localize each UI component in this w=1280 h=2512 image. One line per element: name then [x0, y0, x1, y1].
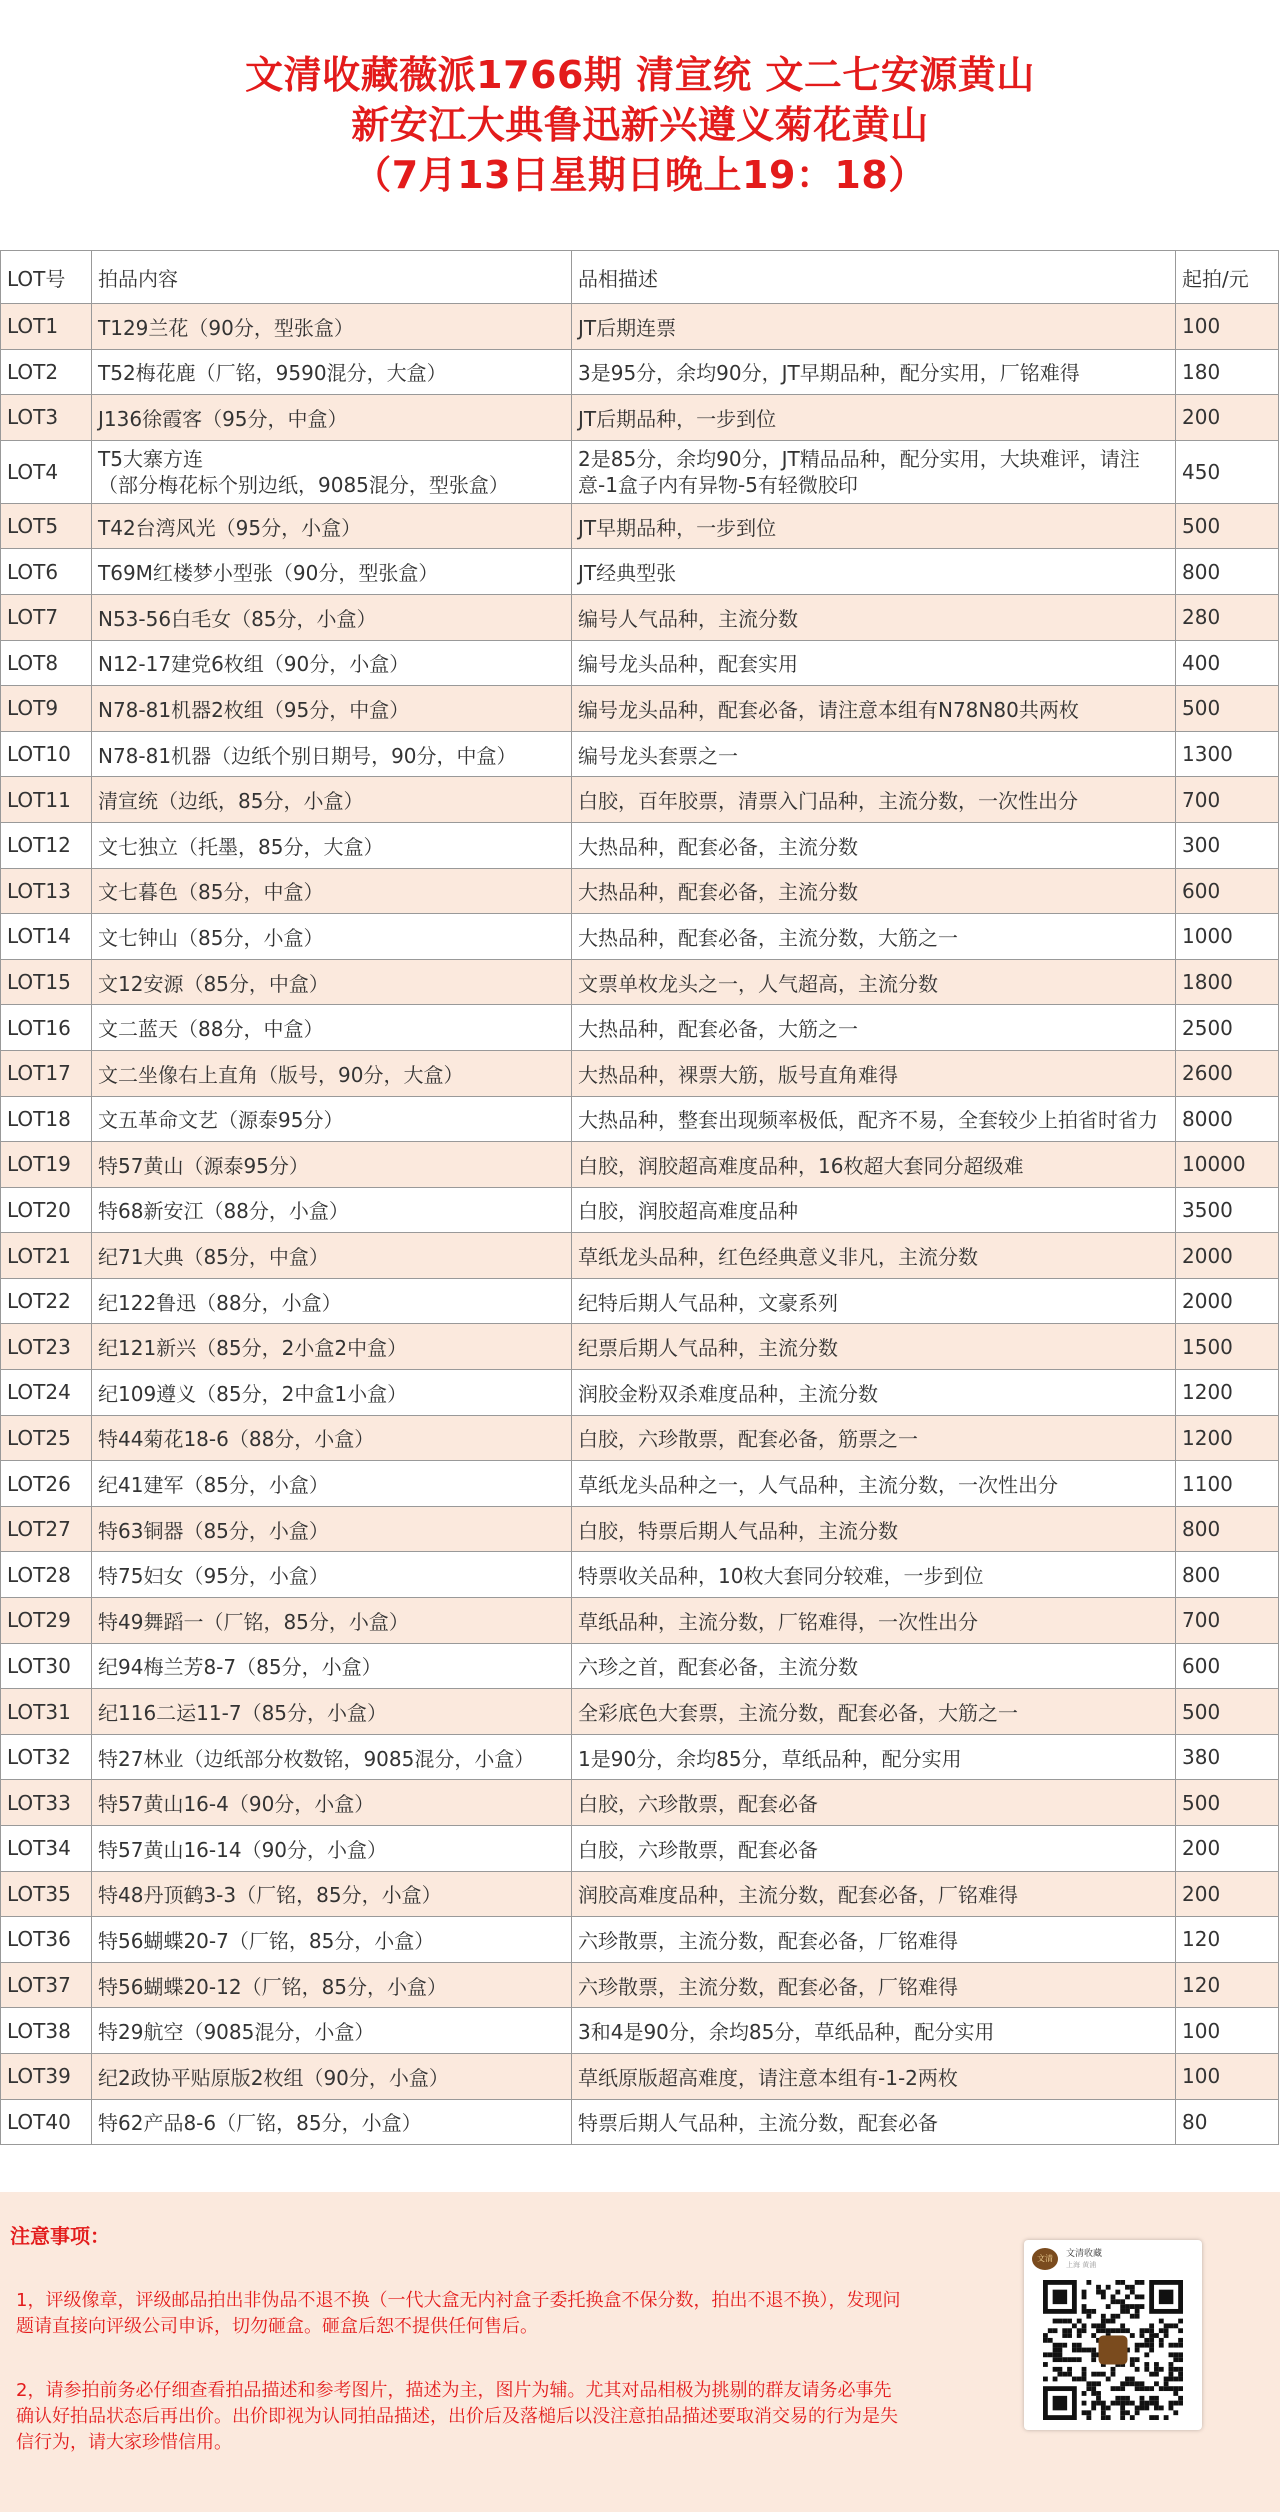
- lot-cell: LOT25: [1, 1415, 92, 1461]
- table-row: [1, 1598, 1279, 1644]
- item-cell: T69M红楼梦小型张（90分，型张盒）: [92, 549, 572, 595]
- item-cell: 特68新安江（88分，小盒）: [92, 1187, 572, 1233]
- table-row: [1, 1826, 1279, 1872]
- desc-cell: 全彩底色大套票，主流分数，配套必备，大筋之一: [572, 1689, 1176, 1735]
- price-cell: 180: [1176, 349, 1279, 395]
- lot-cell: LOT10: [1, 731, 92, 777]
- lot-cell: LOT11: [1, 777, 92, 823]
- table-row: [1, 1734, 1279, 1780]
- price-cell: 8000: [1176, 1096, 1279, 1142]
- table-row: [1, 1278, 1279, 1324]
- item-cell: 文二蓝天（88分，中盒）: [92, 1005, 572, 1051]
- item-cell: 纪121新兴（85分，2小盒2中盒）: [92, 1324, 572, 1370]
- lot-cell: LOT20: [1, 1187, 92, 1233]
- table-row: [1, 686, 1279, 732]
- table-header-row: [1, 251, 1279, 304]
- lot-cell: LOT3: [1, 395, 92, 441]
- item-cell: 特44菊花18-6（88分，小盒）: [92, 1415, 572, 1461]
- table-row: [1, 1005, 1279, 1051]
- table-row: [1, 640, 1279, 686]
- price-cell: 100: [1176, 304, 1279, 350]
- table-row: [1, 1187, 1279, 1233]
- desc-cell: 草纸品种，主流分数，厂铭难得，一次性出分: [572, 1598, 1176, 1644]
- price-cell: 500: [1176, 686, 1279, 732]
- price-cell: 400: [1176, 640, 1279, 686]
- desc-cell: 编号龙头套票之一: [572, 731, 1176, 777]
- table-row: [1, 1552, 1279, 1598]
- lot-cell: LOT14: [1, 914, 92, 960]
- item-cell: 特57黄山16-4（90分，小盒）: [92, 1780, 572, 1826]
- price-cell: 100: [1176, 2053, 1279, 2099]
- price-cell: 500: [1176, 1689, 1279, 1735]
- price-cell: 200: [1176, 395, 1279, 441]
- price-cell: 200: [1176, 1826, 1279, 1872]
- note-2: 2，请参拍前务必仔细查看拍品描述和参考图片，描述为主，图片为辅。尤其对品相极为挑剔的群友请务必事先确认好拍品状态后再出价。出价即视为认同拍品描述，出价后及落槌后以没注意拍品描述要取消交易的行为是失信行为，请大家珍惜信用。: [16, 2380, 898, 2453]
- lot-cell: LOT21: [1, 1233, 92, 1279]
- desc-cell: 白胶，润胶超高难度品种: [572, 1187, 1176, 1233]
- lot-cell: LOT39: [1, 2053, 92, 2099]
- desc-cell: 草纸龙头品种之一，人气品种，主流分数，一次性出分: [572, 1461, 1176, 1507]
- title-line-2: 新安江大典鲁迅新兴遵义菊花黄山: [351, 103, 929, 147]
- lot-cell: LOT30: [1, 1643, 92, 1689]
- price-cell: 2000: [1176, 1278, 1279, 1324]
- desc-cell: 白胶，特票后期人气品种，主流分数: [572, 1506, 1176, 1552]
- lot-cell: LOT37: [1, 1962, 92, 2008]
- item-cell: 特62产品8-6（厂铭，85分，小盒）: [92, 2099, 572, 2145]
- desc-cell: JT早期品种，一步到位: [572, 503, 1176, 549]
- desc-cell: JT后期品种，一步到位: [572, 395, 1176, 441]
- lot-cell: LOT31: [1, 1689, 92, 1735]
- price-cell: 1000: [1176, 914, 1279, 960]
- table-row: [1, 1142, 1279, 1188]
- desc-cell: 大热品种，配套必备，主流分数: [572, 822, 1176, 868]
- price-cell: 1800: [1176, 959, 1279, 1005]
- table-row: [1, 868, 1279, 914]
- item-cell: N12-17建党6枚组（90分，小盒）: [92, 640, 572, 686]
- table-row: [1, 1917, 1279, 1963]
- qr-card[interactable]: [1024, 2240, 1202, 2430]
- item-cell: 文七钟山（85分，小盒）: [92, 914, 572, 960]
- table-row: [1, 1506, 1279, 1552]
- title-line-1: 文清收藏薇派1766期 清宣统 文二七安源黄山: [245, 53, 1035, 97]
- desc-cell: 白胶，百年胶票，清票入门品种，主流分数，一次性出分: [572, 777, 1176, 823]
- price-cell: 380: [1176, 1734, 1279, 1780]
- item-cell: 纪2政协平贴原版2枚组（90分，小盒）: [92, 2053, 572, 2099]
- lot-cell: LOT26: [1, 1461, 92, 1507]
- item-cell: N78-81机器（边纸个别日期号，90分，中盒）: [92, 731, 572, 777]
- desc-cell: 编号龙头品种，配套实用: [572, 640, 1176, 686]
- desc-cell: 3是95分，余均90分，JT早期品种，配分实用，厂铭难得: [572, 349, 1176, 395]
- lot-cell: LOT16: [1, 1005, 92, 1051]
- price-cell: 1200: [1176, 1415, 1279, 1461]
- desc-cell: 大热品种，配套必备，主流分数: [572, 868, 1176, 914]
- desc-cell: 纪特后期人气品种，文豪系列: [572, 1278, 1176, 1324]
- desc-cell: 六珍之首，配套必备，主流分数: [572, 1643, 1176, 1689]
- lot-cell: LOT33: [1, 1780, 92, 1826]
- item-cell: 特48丹顶鹤3-3（厂铭，85分，小盒）: [92, 1871, 572, 1917]
- lot-cell: LOT15: [1, 959, 92, 1005]
- table-row: [1, 1050, 1279, 1096]
- desc-cell: 1是90分，余均85分，草纸品种，配分实用: [572, 1734, 1176, 1780]
- item-cell: 特27林业（边纸部分枚数铭，9085混分，小盒）: [92, 1734, 572, 1780]
- item-cell: 特29航空（9085混分，小盒）: [92, 2008, 572, 2054]
- desc-cell: 大热品种，配套必备，主流分数，大筋之一: [572, 914, 1176, 960]
- item-cell: 纪41建军（85分，小盒）: [92, 1461, 572, 1507]
- desc-cell: 特票收关品种，10枚大套同分较难，一步到位: [572, 1552, 1176, 1598]
- lot-cell: LOT22: [1, 1278, 92, 1324]
- desc-cell: 润胶金粉双杀难度品种，主流分数: [572, 1370, 1176, 1416]
- price-cell: 280: [1176, 594, 1279, 640]
- item-cell: 特75妇女（95分，小盒）: [92, 1552, 572, 1598]
- desc-cell: 文票单枚龙头之一，人气超高，主流分数: [572, 959, 1176, 1005]
- item-cell: N53-56白毛女（85分，小盒）: [92, 594, 572, 640]
- price-cell: 1500: [1176, 1324, 1279, 1370]
- desc-cell: 六珍散票，主流分数，配套必备，厂铭难得: [572, 1962, 1176, 2008]
- price-cell: 700: [1176, 1598, 1279, 1644]
- lot-cell: LOT23: [1, 1324, 92, 1370]
- lot-cell: LOT34: [1, 1826, 92, 1872]
- item-cell: T129兰花（90分，型张盒）: [92, 304, 572, 350]
- qr-card-profile: [1032, 2246, 1194, 2274]
- price-cell: 800: [1176, 1552, 1279, 1598]
- table-row: [1, 304, 1279, 350]
- price-cell: 1100: [1176, 1461, 1279, 1507]
- item-cell: 文七独立（托墨，85分，大盒）: [92, 822, 572, 868]
- price-cell: 800: [1176, 549, 1279, 595]
- item-cell: T52梅花鹿（厂铭，9590混分，大盒）: [92, 349, 572, 395]
- price-cell: 120: [1176, 1917, 1279, 1963]
- col-header-lot: LOT号: [1, 251, 92, 304]
- lot-cell: LOT5: [1, 503, 92, 549]
- lot-cell: LOT17: [1, 1050, 92, 1096]
- table-row: [1, 1461, 1279, 1507]
- price-cell: 600: [1176, 1643, 1279, 1689]
- item-cell: 特56蝴蝶20-12（厂铭，85分，小盒）: [92, 1962, 572, 2008]
- lot-cell: LOT13: [1, 868, 92, 914]
- desc-cell: 草纸龙头品种，红色经典意义非凡，主流分数: [572, 1233, 1176, 1279]
- table-row: [1, 395, 1279, 441]
- lot-cell: LOT36: [1, 1917, 92, 1963]
- desc-cell: 3和4是90分，余均85分，草纸品种，配分实用: [572, 2008, 1176, 2054]
- desc-cell: 白胶，六珍散票，配套必备，筋票之一: [572, 1415, 1176, 1461]
- item-cell: 纪116二运11-7（85分，小盒）: [92, 1689, 572, 1735]
- table-row: [1, 2099, 1279, 2145]
- lot-cell: LOT9: [1, 686, 92, 732]
- avatar: 文清: [1032, 2248, 1058, 2270]
- table-row: [1, 1871, 1279, 1917]
- desc-cell: 特票后期人气品种，主流分数，配套必备: [572, 2099, 1176, 2145]
- desc-cell: 六珍散票，主流分数，配套必备，厂铭难得: [572, 1917, 1176, 1963]
- notes-section: [0, 2192, 1280, 2512]
- item-cell: 纪109遵义（85分，2中盒1小盒）: [92, 1370, 572, 1416]
- lot-cell: LOT38: [1, 2008, 92, 2054]
- item-cell: 纪94梅兰芳8-7（85分，小盒）: [92, 1643, 572, 1689]
- lots-table: [0, 250, 1279, 2145]
- desc-cell: 2是85分，余均90分，JT精品品种，配分实用，大块难评，请注意-1盒子内有异物-5有轻微胶印: [572, 440, 1176, 503]
- price-cell: 80: [1176, 2099, 1279, 2145]
- lot-cell: LOT12: [1, 822, 92, 868]
- item-cell: 文二坐像右上直角（版号，90分，大盒）: [92, 1050, 572, 1096]
- col-header-price: 起拍/元: [1176, 251, 1279, 304]
- table-row: [1, 1233, 1279, 1279]
- price-cell: 2600: [1176, 1050, 1279, 1096]
- lot-cell: LOT40: [1, 2099, 92, 2145]
- price-cell: 10000: [1176, 1142, 1279, 1188]
- table-row: [1, 822, 1279, 868]
- table-row: [1, 1689, 1279, 1735]
- desc-cell: 白胶，六珍散票，配套必备: [572, 1780, 1176, 1826]
- item-cell: 特49舞蹈一（厂铭，85分，小盒）: [92, 1598, 572, 1644]
- lot-cell: LOT1: [1, 304, 92, 350]
- desc-cell: 白胶，六珍散票，配套必备: [572, 1826, 1176, 1872]
- item-cell: 清宣统（边纸，85分，小盒）: [92, 777, 572, 823]
- notes-title: 注意事项：: [10, 2224, 110, 2248]
- lot-cell: LOT24: [1, 1370, 92, 1416]
- item-cell: 纪71大典（85分，中盒）: [92, 1233, 572, 1279]
- lot-cell: LOT2: [1, 349, 92, 395]
- table-row: [1, 549, 1279, 595]
- price-cell: 500: [1176, 1780, 1279, 1826]
- price-cell: 3500: [1176, 1187, 1279, 1233]
- lot-cell: LOT28: [1, 1552, 92, 1598]
- lot-cell: LOT6: [1, 549, 92, 595]
- table-row: [1, 503, 1279, 549]
- item-cell: N78-81机器2枚组（95分，中盒）: [92, 686, 572, 732]
- price-cell: 2500: [1176, 1005, 1279, 1051]
- table-row: [1, 1415, 1279, 1461]
- lot-cell: LOT18: [1, 1096, 92, 1142]
- table-row: [1, 2053, 1279, 2099]
- price-cell: 500: [1176, 503, 1279, 549]
- item-cell: 文七暮色（85分，中盒）: [92, 868, 572, 914]
- desc-cell: 大热品种，裸票大筋，版号直角难得: [572, 1050, 1176, 1096]
- item-cell: T5大寨方连 （部分梅花标个别边纸，9085混分，型张盒）: [92, 440, 572, 503]
- item-cell: T42台湾风光（95分，小盒）: [92, 503, 572, 549]
- price-cell: 450: [1176, 440, 1279, 503]
- qr-code-icon[interactable]: [1043, 2280, 1183, 2420]
- item-cell: 文五革命文艺（源泰95分）: [92, 1096, 572, 1142]
- desc-cell: 草纸原版超高难度，请注意本组有-1-2两枚: [572, 2053, 1176, 2099]
- desc-cell: JT后期连票: [572, 304, 1176, 350]
- lot-cell: LOT27: [1, 1506, 92, 1552]
- item-cell: 特57黄山（源泰95分）: [92, 1142, 572, 1188]
- lot-cell: LOT29: [1, 1598, 92, 1644]
- table-row: [1, 1962, 1279, 2008]
- price-cell: 300: [1176, 822, 1279, 868]
- qr-account-name: 文清收藏: [1066, 2249, 1103, 2259]
- price-cell: 700: [1176, 777, 1279, 823]
- qr-account-location: 上海 黄浦: [1066, 2261, 1097, 2269]
- item-cell: 纪122鲁迅（88分，小盒）: [92, 1278, 572, 1324]
- desc-cell: 大热品种，配套必备，大筋之一: [572, 1005, 1176, 1051]
- table-row: [1, 2008, 1279, 2054]
- table-row: [1, 1780, 1279, 1826]
- item-cell: J136徐霞客（95分，中盒）: [92, 395, 572, 441]
- lot-cell: LOT19: [1, 1142, 92, 1188]
- price-cell: 100: [1176, 2008, 1279, 2054]
- lot-cell: LOT35: [1, 1871, 92, 1917]
- table-row: [1, 1324, 1279, 1370]
- price-cell: 2000: [1176, 1233, 1279, 1279]
- lot-cell: LOT8: [1, 640, 92, 686]
- price-cell: 120: [1176, 1962, 1279, 2008]
- table-row: [1, 1643, 1279, 1689]
- note-1: 1，评级像章，评级邮品拍出非伪品不退不换（一代大盒无内衬盒子委托换盒不保分数，拍出不退不换），发现问题请直接向评级公司申诉，切勿砸盒。砸盒后恕不提供任何售后。: [16, 2290, 901, 2337]
- page-header: [0, 0, 1280, 250]
- table-row: [1, 594, 1279, 640]
- table-row: [1, 914, 1279, 960]
- table-row: [1, 731, 1279, 777]
- table-row: [1, 959, 1279, 1005]
- col-header-desc: 品相描述: [572, 251, 1176, 304]
- table-row: [1, 440, 1279, 503]
- table-row: [1, 349, 1279, 395]
- lots-table-body: [1, 304, 1279, 2145]
- item-cell: 特57黄山16-14（90分，小盒）: [92, 1826, 572, 1872]
- title-line-3: （7月13日星期日晚上19：18）: [353, 153, 927, 197]
- desc-cell: 大热品种，整套出现频率极低，配齐不易，全套较少上拍省时省力: [572, 1096, 1176, 1142]
- price-cell: 200: [1176, 1871, 1279, 1917]
- desc-cell: 润胶高难度品种，主流分数，配套必备，厂铭难得: [572, 1871, 1176, 1917]
- desc-cell: 编号人气品种，主流分数: [572, 594, 1176, 640]
- lot-cell: LOT4: [1, 440, 92, 503]
- lot-cell: LOT7: [1, 594, 92, 640]
- col-header-item: 拍品内容: [92, 251, 572, 304]
- item-cell: 文12安源（85分，中盒）: [92, 959, 572, 1005]
- price-cell: 1200: [1176, 1370, 1279, 1416]
- item-cell: 特63铜器（85分，小盒）: [92, 1506, 572, 1552]
- desc-cell: JT经典型张: [572, 549, 1176, 595]
- desc-cell: 编号龙头品种，配套必备，请注意本组有N78N80共两枚: [572, 686, 1176, 732]
- price-cell: 1300: [1176, 731, 1279, 777]
- item-cell: 特56蝴蝶20-7（厂铭，85分，小盒）: [92, 1917, 572, 1963]
- desc-cell: 白胶，润胶超高难度品种，16枚超大套同分超级难: [572, 1142, 1176, 1188]
- price-cell: 600: [1176, 868, 1279, 914]
- table-row: [1, 777, 1279, 823]
- desc-cell: 纪票后期人气品种，主流分数: [572, 1324, 1176, 1370]
- price-cell: 800: [1176, 1506, 1279, 1552]
- table-row: [1, 1096, 1279, 1142]
- table-row: [1, 1370, 1279, 1416]
- lot-cell: LOT32: [1, 1734, 92, 1780]
